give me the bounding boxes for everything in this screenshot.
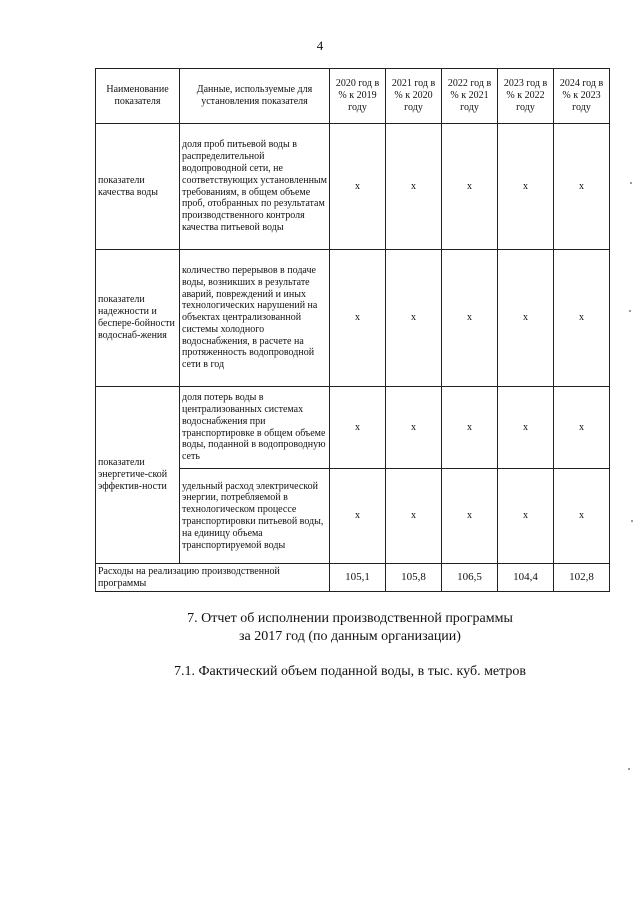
value-cell: x <box>386 469 442 564</box>
indicators-table <box>95 68 610 592</box>
table-total-row <box>96 564 610 592</box>
total-value: 106,5 <box>442 564 498 592</box>
data-description: доля потерь воды в централизованных системах водоснабжения при транспортировке в общем объеме воды, поданной в водопроводную сеть <box>180 387 330 469</box>
total-label: Расходы на реализацию производственной программы <box>96 564 330 592</box>
value-cell: x <box>442 387 498 469</box>
header-year-2023: 2023 год в % к 2022 году <box>498 69 554 124</box>
section-7-heading: 7. Отчет об исполнении производственной программы <box>187 611 513 626</box>
total-value: 105,1 <box>330 564 386 592</box>
value-cell: x <box>386 124 442 250</box>
header-year-2024: 2024 год в % к 2023 году <box>554 69 610 124</box>
value-cell: x <box>498 250 554 387</box>
data-description: доля проб питьевой воды в распределительной водопроводной сети, не соответствующих установленным требованиям, в общем объеме проб, отобранных по результатам производственного контроля качества питьевой воды <box>180 124 330 250</box>
indicator-water-quality: показатели качества воды <box>96 124 180 250</box>
section-7-1-heading: 7.1. Фактический объем поданной воды, в тыс. куб. метров <box>173 664 527 679</box>
value-cell: x <box>498 387 554 469</box>
header-year-2020: 2020 год в % к 2019 году <box>330 69 386 124</box>
table-row <box>96 124 610 250</box>
value-cell: x <box>442 250 498 387</box>
total-value: 104,4 <box>498 564 554 592</box>
value-cell: x <box>442 124 498 250</box>
value-cell: x <box>554 124 610 250</box>
value-cell: x <box>330 469 386 564</box>
value-cell: x <box>498 469 554 564</box>
indicator-energy-efficiency: показатели энергетиче-ской эффектив-ности <box>96 387 180 564</box>
total-value: 102,8 <box>554 564 610 592</box>
value-cell: x <box>386 387 442 469</box>
data-description: удельный расход электрической энергии, потребляемой в технологическом процессе транспортировки питьевой воды, на единицу объема транспортируемой воды <box>180 469 330 564</box>
section-7-heading-period: за 2017 год (по данным организации) <box>239 629 461 644</box>
table-row <box>96 250 610 387</box>
value-cell: x <box>330 387 386 469</box>
header-year-2021: 2021 год в % к 2020 году <box>386 69 442 124</box>
total-value: 105,8 <box>386 564 442 592</box>
value-cell: x <box>554 250 610 387</box>
value-cell: x <box>386 250 442 387</box>
header-data: Данные, используемые для установления показателя <box>180 69 330 124</box>
indicator-reliability: показатели надежности и беспере-бойности водоснаб-жения <box>96 250 180 387</box>
value-cell: x <box>442 469 498 564</box>
value-cell: x <box>554 469 610 564</box>
page-number: 4 <box>316 38 324 53</box>
value-cell: x <box>330 124 386 250</box>
value-cell: x <box>554 387 610 469</box>
header-indicator: Наименование показателя <box>96 69 180 124</box>
value-cell: x <box>498 124 554 250</box>
data-description: количество перерывов в подаче воды, возникших в результате аварий, повреждений и иных технологических нарушений на объектах централизованной системы холодного водоснабжения, в расчете на протяженность водопроводной сети в год <box>180 250 330 387</box>
header-year-2022: 2022 год в % к 2021 году <box>442 69 498 124</box>
table-header-row <box>96 69 610 124</box>
value-cell: x <box>330 250 386 387</box>
table-row <box>96 387 610 469</box>
